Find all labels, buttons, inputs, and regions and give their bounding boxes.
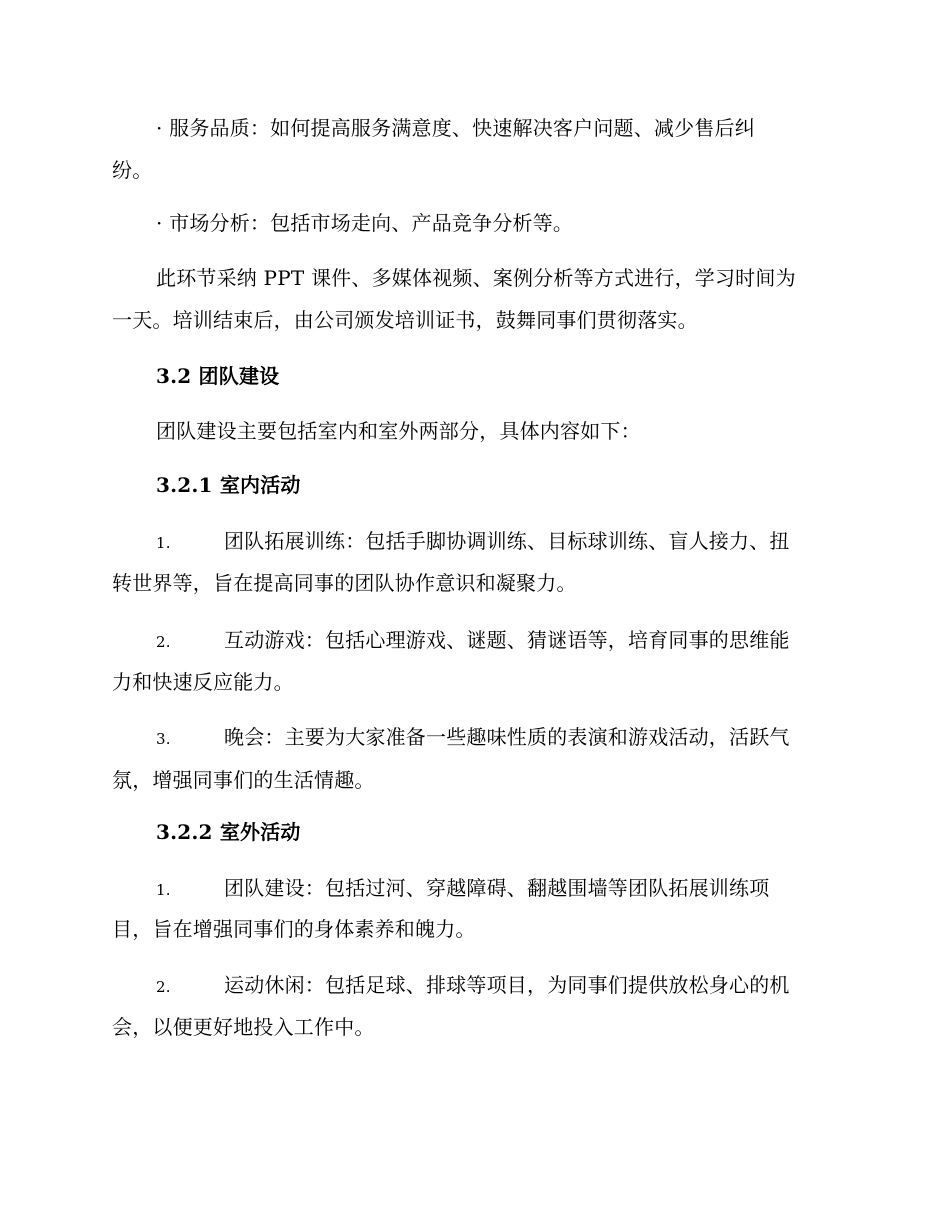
para-training-line2: 一天。培训结束后，由公司颁发培训证书，鼓舞同事们贯彻落实。 [112,308,698,332]
list-item-outdoor-2 [156,971,790,1001]
list-number: 3. [156,730,171,748]
list-item-indoor-3 [156,723,790,753]
list-item-text: 团队建设：包括过河、穿越障碍、翻越围墙等团队拓展训练项 [224,876,770,900]
list-item-indoor-1 [156,527,790,557]
list-item-text: 团队拓展训练：包括手脚协调训练、目标球训练、盲人接力、扭 [224,529,790,553]
bullet-service-line1: · 服务品质：如何提高服务满意度、快速解决客户问题、减少售后纠 [156,116,755,140]
para-training-line1: 此环节采纳 PPT 课件、多媒体视频、案例分析等方式进行，学习时间为 [156,266,796,290]
heading-3-2: 3.2 团队建设 [156,364,280,388]
list-number: 1. [156,534,171,552]
list-item-indoor-3-cont: 氛，增强同事们的生活情趣。 [112,768,375,792]
list-item-text: 运动休闲：包括足球、排球等项目，为同事们提供放松身心的机 [224,973,790,997]
bullet-service-line2: 纷。 [112,158,153,182]
list-item-indoor-2 [156,626,790,656]
list-item-outdoor-1-cont: 目，旨在增强同事们的身体素养和魄力。 [112,917,476,941]
list-number: 2. [156,633,171,651]
para-team-intro: 团队建设主要包括室内和室外两部分，具体内容如下： [156,419,641,443]
list-item-outdoor-1 [156,874,769,904]
list-item-indoor-1-cont: 转世界等，旨在提高同事的团队协作意识和凝聚力。 [112,571,577,595]
list-number: 2. [156,978,171,996]
list-item-outdoor-2-cont: 会，以便更好地投入工作中。 [112,1015,375,1039]
heading-3-2-2: 3.2.2 室外活动 [156,820,301,844]
list-item-text: 晚会：主要为大家准备一些趣味性质的表演和游戏活动，活跃气 [224,725,790,749]
bullet-market: · 市场分析：包括市场走向、产品竞争分析等。 [156,211,574,235]
list-item-text: 互动游戏：包括心理游戏、谜题、猜谜语等，培育同事的思维能 [224,628,790,652]
list-number: 1. [156,881,171,899]
list-item-indoor-2-cont: 力和快速反应能力。 [112,670,294,694]
heading-3-2-1: 3.2.1 室内活动 [156,473,301,497]
